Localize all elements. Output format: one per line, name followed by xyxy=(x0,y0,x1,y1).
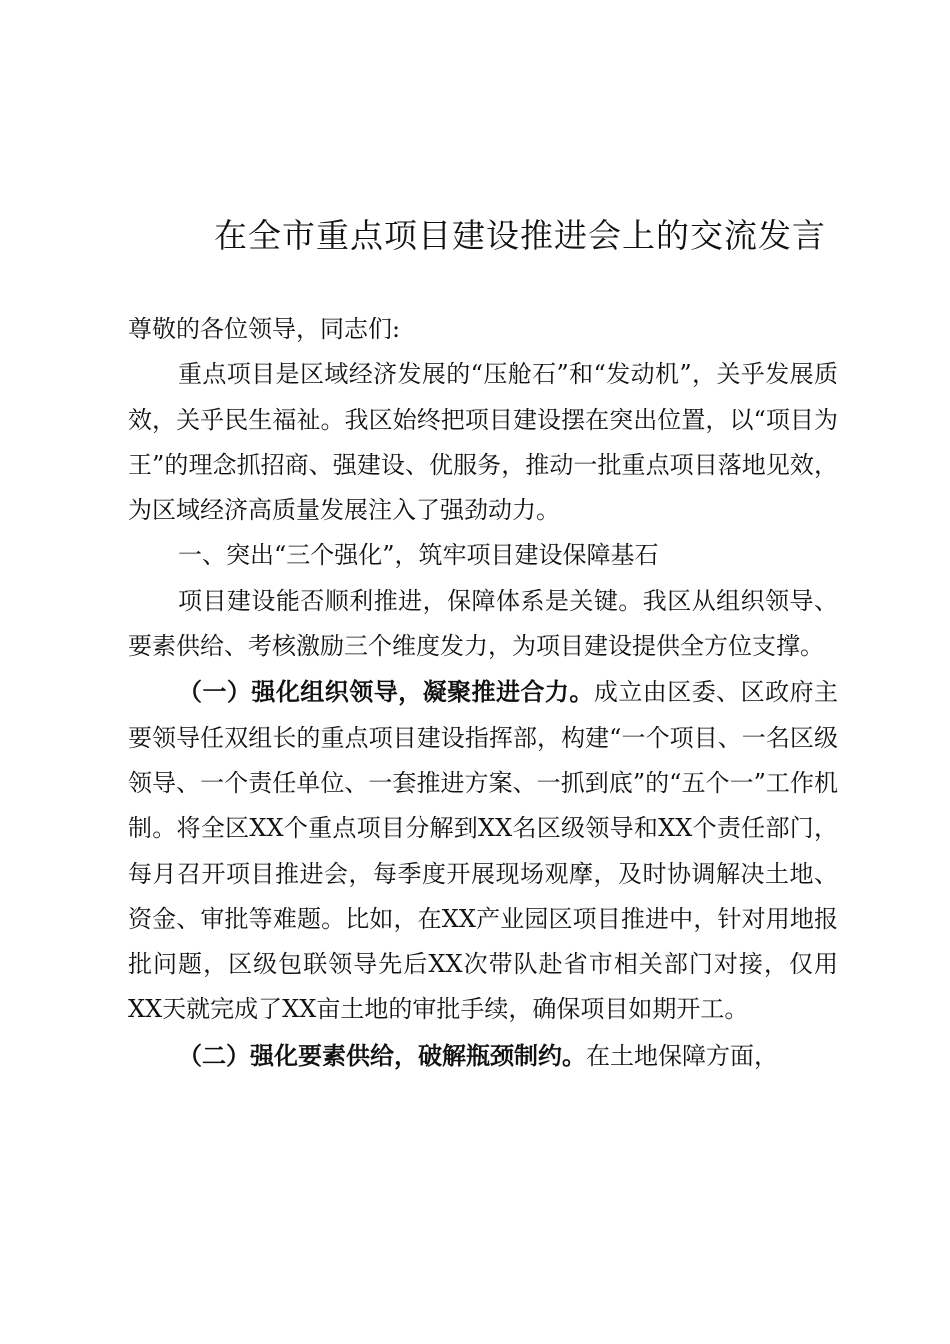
salutation: 尊敬的各位领导，同志们: xyxy=(128,315,401,343)
subsection-2-paragraph xyxy=(128,1033,838,1079)
subsection-1-heading: （一）强化组织领导，凝聚推进合力。 xyxy=(178,677,594,707)
section-intro-paragraph: 项目建设能否顺利推进，保障体系是关键。我区从组织领导、要素供给、考核激励三个维度发力，为项目建设提供全方位支撑。 xyxy=(128,586,838,661)
section-heading: 一、突出“三个强化”，筑牢项目建设保障基石 xyxy=(178,541,659,570)
subsection-1-body: 成立由区委、区政府主要领导任双组长的重点项目建设指挥部，构建“一个项目、一名区级领导、一个责任单位、一套推进方案、一抓到底”的“五个一”工作机制。将全区XX个重点项目分解到XX名区级领导和XX个责任部门，每月召开项目推进会，每季度开展现场观摩，及时协调解决土地、资金、审批等难题。比如，在XX产业园区项目推进中，针对用地报批问题，区级包联领导先后XX次带队赴省市相关部门对接，仅用XX天就完成了XX亩土地的审批手续，确保项目如期开工。 xyxy=(128,678,839,1024)
subsection-1-paragraph xyxy=(128,669,838,1032)
subsection-2-body: 在土地保障方面， xyxy=(586,1041,778,1070)
subsection-2-heading: （二）强化要素供给，破解瓶颈制约。 xyxy=(178,1040,586,1070)
document-body xyxy=(128,307,838,1079)
document-title: 在全市重点项目建设推进会上的交流发言 xyxy=(214,216,826,255)
intro-paragraph: 重点项目是区域经济发展的“压舱石”和“发动机”，关乎发展质效，关乎民生福祉。我区始终把项目建设摆在突出位置，以“项目为王”的理念抓招商、强建设、优服务，推动一批重点项目落地见效，为区域经济高质量发展注入了强劲动力。 xyxy=(128,360,838,525)
